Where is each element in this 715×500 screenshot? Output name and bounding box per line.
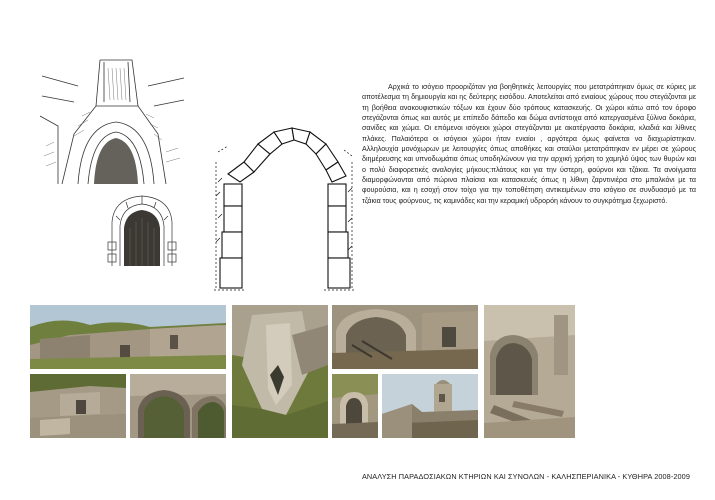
fireplace-sketch-drawing [38, 56, 188, 186]
photo-chimney-image [382, 374, 478, 438]
arch-elevation-svg [214, 122, 354, 292]
photo-ruins-overview [30, 305, 226, 369]
photo-fireplace-hood [232, 305, 328, 438]
photo-collapsed-interior-image [484, 305, 575, 438]
photo-ruins-overview-image [30, 305, 226, 369]
arch-elevation-drawing [214, 122, 354, 292]
photo-arched-ceiling-image [130, 374, 226, 438]
photo-fireplace-hood-image [232, 305, 328, 438]
photo-courtyard-walls [30, 374, 126, 438]
photo-courtyard-walls-image [30, 374, 126, 438]
photo-chimney [382, 374, 478, 438]
photo-collapsed-interior [484, 305, 575, 438]
photo-arched-ceiling [130, 374, 226, 438]
photo-wall-niche [332, 374, 378, 438]
footer-caption: ΑΝΑΛΥΣΗ ΠΑΡΑΔΟΣΙΑΚΩΝ ΚΤΗΡΙΩΝ ΚΑΙ ΣΥΝΟΛΩΝ - ΚΑΛΗΣΠΕΡΙΑΝΙΚΑ - ΚΥΘΗΡΑ 2008-2009 [361, 472, 690, 481]
doorway-sketch [106, 192, 178, 268]
description-text [362, 82, 696, 206]
fireplace-sketch [38, 56, 188, 186]
photo-interior-arch [332, 305, 478, 369]
description-paragraph: Αρχικά το ισόγειο προοριζόταν για βοηθητικές λειτουργίες που μετατράπηκαν όμως σε κύριες με αποτέλεσμα τη δημιουργία και ης δεύτερης εισόδου. Αποτελείται από ενιαίους χώρους που στεγάζονται με τη βοήθεια ανακουφιστικών τόξων και έχουν δύο τρόπους κατασκευής. Οι χώροι κάτω από τον όροφο στεγάζονται όπως και αυτός με επίπεδο δάπεδο και δώμα αντίστοιχα από κατεργασμένα ξύλινα δοκάρια, σανίδες και χώμα. Οι επόμενοι ισόγειοι χώροι στεγάζονται με ακατέργαστα δοκάρια, κλαδιά και λίθινες πλάκες. Παλαιότερα οι ισόγειοι χώροι ήταν ενιαίοι , αργότερα όμως φαίνεται να διαχωρίστηκαν. Αλληλουχία μονόχωρων με λειτουργίες όπως αποθήκες και σταύλοι μετατράπηκαν εν μέρει σε χώρους διημέρευσης και υπνοδωμάτια όπως υποδηλώνουν για την αρχική χρήση το χαμηλό ύψος των θυρών και ο πολύ διαφορετικές αναλογίες μήκους:πλάτους και για την ύστερη, φούρνοι και τζάκια. Τα ανοίγματα διαμορφώνονται από πώρινα πλαίσια και κατασκευές όπως η λίθινη ζαρντινιέρα στο μπαλκόνι με τα φουρούσια, και η εσοχή στον τοίχο για την τοποθέτηση αντικειμένων στο ισόγειο σε συνδυασμό με τα τζάκια τους φούρνους, τις καμινάδες και την κεραμική υδρορόη κάνουν το συγκρότημα ξεχωριστό. [362, 83, 696, 205]
photo-wall-niche-image [332, 374, 378, 438]
photo-interior-arch-image [332, 305, 478, 369]
doorway-sketch-drawing [106, 192, 178, 268]
